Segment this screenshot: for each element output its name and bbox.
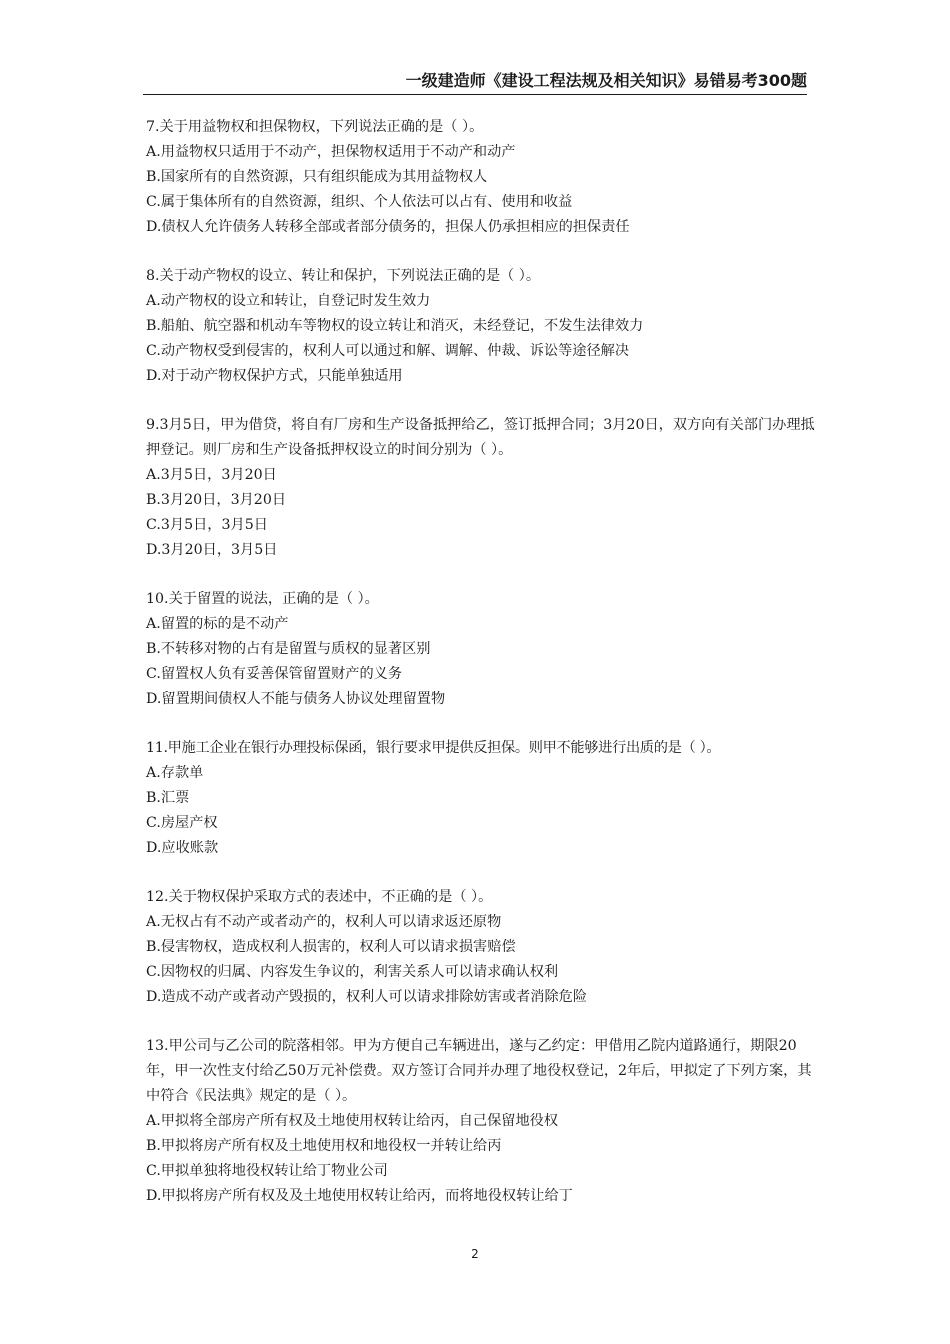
option-c: C.属于集体所有的自然资源，组织、个人依法可以占有、使用和收益 [146,194,573,210]
option-a: A.甲拟将全部房产所有权及土地使用权转让给丙，自己保留地役权 [146,1113,559,1129]
option-c: C.留置权人负有妥善保管留置财产的义务 [146,666,403,682]
option-d: D.留置期间债权人不能与债务人协议处理留置物 [146,691,446,707]
question-stem: 7.关于用益物权和担保物权，下列说法正确的是（ ）。 [146,119,484,135]
option-d: D.对于动产物权保护方式，只能单独适用 [146,368,403,384]
header-title: 一级建造师《建设工程法规及相关知识》易错易考300题 [405,71,807,90]
option-d: D.3月20日，3月5日 [146,542,278,558]
option-a: A.动产物权的设立和转让，自登记时发生效力 [146,293,431,309]
question-stem: 12.关于物权保护采取方式的表述中，不正确的是（ ）。 [146,889,493,905]
option-c: C.甲拟单独将地役权转让给丁物业公司 [146,1163,388,1179]
question-7 [146,115,816,240]
option-b: B.国家所有的自然资源，只有组织能成为其用益物权人 [146,169,488,185]
option-b: B.船舶、航空器和机动车等物权的设立转让和消灭，未经登记，不发生法律效力 [146,318,644,334]
question-stem: 13.甲公司与乙公司的院落相邻。甲为方便自己车辆进出，遂与乙约定：甲借用乙院内道路通行，期限20年，甲一次性支付给乙50万元补偿费。双方签订合同并办理了地役权登记，2年后，甲拟定了下列方案，其中符合《民法典》规定的是（ ）。 [146,1038,812,1104]
option-c: C.房屋产权 [146,815,218,831]
option-b: B.不转移对物的占有是留置与质权的显著区别 [146,641,431,657]
option-b: B.3月20日，3月20日 [146,492,287,508]
option-a: A.留置的标的是不动产 [146,616,289,632]
question-stem: 10.关于留置的说法，正确的是（ ）。 [146,591,379,607]
option-a: A.3月5日，3月20日 [146,467,277,483]
option-c: C.因物权的归属、内容发生争议的，利害关系人可以请求确认权利 [146,964,559,980]
option-a: A.用益物权只适用于不动产，担保物权适用于不动产和动产 [146,144,516,160]
question-10 [146,587,816,712]
option-a: A.无权占有不动产或者动产的，权利人可以请求返还原物 [146,914,502,930]
question-list [146,115,816,1233]
question-stem: 8.关于动产物权的设立、转让和保护，下列说法正确的是（ ）。 [146,268,541,284]
option-d: D.应收账款 [146,840,219,856]
page-number: 2 [471,1247,479,1261]
question-stem: 9.3月5日，甲为借贷，将自有厂房和生产设备抵押给乙，签订抵押合同；3月20日，双方向有关部门办理抵押登记。则厂房和生产设备抵押权设立的时间分别为（ ）。 [146,417,815,458]
question-stem: 11.甲施工企业在银行办理投标保函，银行要求甲提供反担保。则甲不能够进行出质的是（ ）。 [146,740,721,756]
question-11 [146,736,816,861]
option-c: C.3月5日，3月5日 [146,517,268,533]
option-d: D.造成不动产或者动产毁损的，权利人可以请求排除妨害或者消除危险 [146,989,588,1005]
option-b: B.侵害物权，造成权利人损害的，权利人可以请求损害赔偿 [146,939,516,955]
page-header [143,68,807,95]
question-12 [146,885,816,1010]
option-b: B.甲拟将房产所有权及土地使用权和地役权一并转让给丙 [146,1138,502,1154]
option-a: A.存款单 [146,765,204,781]
question-8 [146,264,816,389]
option-d: D.甲拟将房产所有权及及土地使用权转让给丙，而将地役权转让给丁 [146,1188,573,1204]
option-b: B.汇票 [146,790,190,806]
option-c: C.动产物权受到侵害的，权利人可以通过和解、调解、仲裁、诉讼等途径解决 [146,343,630,359]
option-d: D.债权人允许债务人转移全部或者部分债务的，担保人仍承担相应的担保责任 [146,219,630,235]
question-13 [146,1034,816,1209]
question-9 [146,413,816,563]
